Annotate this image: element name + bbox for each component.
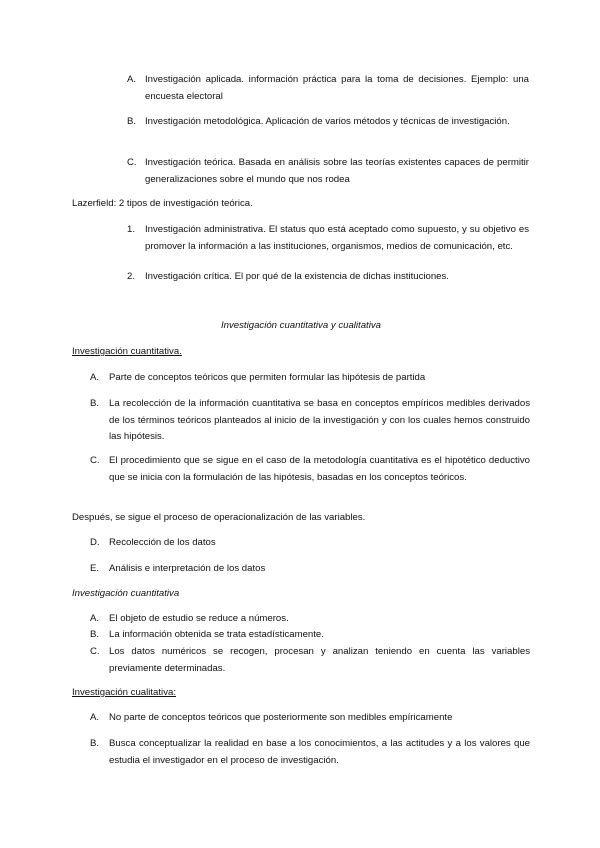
- list-marker: A.: [90, 613, 100, 624]
- list-marker: B.: [90, 738, 100, 749]
- list-item-text: La información obtenida se trata estadísticamente.: [109, 629, 324, 640]
- section-title: Investigación cuantitativa y cualitativa: [221, 320, 381, 331]
- list-item-text: Análisis e interpretación de los datos: [109, 563, 266, 574]
- list-marker: 2.: [127, 271, 136, 282]
- cualitativa-heading: Investigación cualitativa:: [72, 687, 176, 698]
- cuantitativa-subheading: Investigación cuantitativa: [72, 588, 180, 599]
- list-marker: E.: [90, 563, 100, 574]
- list-item-text: Los datos numéricos se recogen, procesan y analizan teniendo en cuenta las variables previamente determinadas.: [109, 646, 530, 674]
- list-marker: A.: [127, 74, 137, 85]
- list-item-text: No parte de conceptos teóricos que posteriormente son medibles empíricamente: [109, 712, 453, 723]
- list-item-text: Investigación aplicada. información práctica para la toma de decisiones. Ejemplo: una encuesta electoral: [145, 74, 529, 102]
- cuantitativa-heading: Investigación cuantitativa.: [72, 346, 182, 357]
- list-marker: B.: [90, 398, 100, 409]
- list-item-text: Parte de conceptos teóricos que permiten formular las hipótesis de partida: [109, 372, 426, 383]
- list-marker: C.: [90, 455, 100, 466]
- operacionalizacion-paragraph: Después, se sigue el proceso de operacionalización de las variables.: [72, 512, 366, 523]
- list-marker: D.: [90, 537, 100, 548]
- list-item-text: Investigación administrativa. El status quo está aceptado como supuesto, y su objetivo es promover la información a las instituciones, organismos, medios de comunicación, etc.: [145, 224, 529, 252]
- list-item-text: Investigación crítica. El por qué de la existencia de dichas instituciones.: [145, 271, 449, 282]
- list-marker: B.: [127, 116, 137, 127]
- list-item-text: Recolección de los datos: [109, 537, 216, 548]
- list-item-text: El objeto de estudio se reduce a números.: [109, 613, 289, 624]
- list-marker: B.: [90, 629, 100, 640]
- list-item-text: Busca conceptualizar la realidad en base a los conocimientos, a las actitudes y a los valores que estudia el investigador en el proceso de investigación.: [109, 738, 530, 766]
- list-marker: 1.: [127, 224, 136, 235]
- list-item-text: Investigación metodológica. Aplicación de varios métodos y técnicas de investigación.: [145, 116, 510, 127]
- list-marker: A.: [90, 372, 100, 383]
- list-marker: A.: [90, 712, 100, 723]
- list-marker: C.: [127, 157, 137, 168]
- list-item-text: La recolección de la información cuantitativa se basa en conceptos empíricos medibles derivados de los términos teóricos planteados al inicio de la investigación y con los cuales hemos construido las hipótesis.: [109, 398, 530, 442]
- lazerfield-intro: Lazerfield: 2 tipos de investigación teórica.: [72, 198, 253, 209]
- list-item-text: Investigación teórica. Basada en análisis sobre las teorías existentes capaces de permitir generalizaciones sobre el mundo que nos rodea: [145, 157, 529, 185]
- list-item-text: El procedimiento que se sigue en el caso de la metodología cuantitativa es el hipotético deductivo que se inicia con la formulación de las hipótesis, basadas en los conceptos teóricos.: [109, 455, 530, 483]
- list-marker: C.: [90, 646, 100, 657]
